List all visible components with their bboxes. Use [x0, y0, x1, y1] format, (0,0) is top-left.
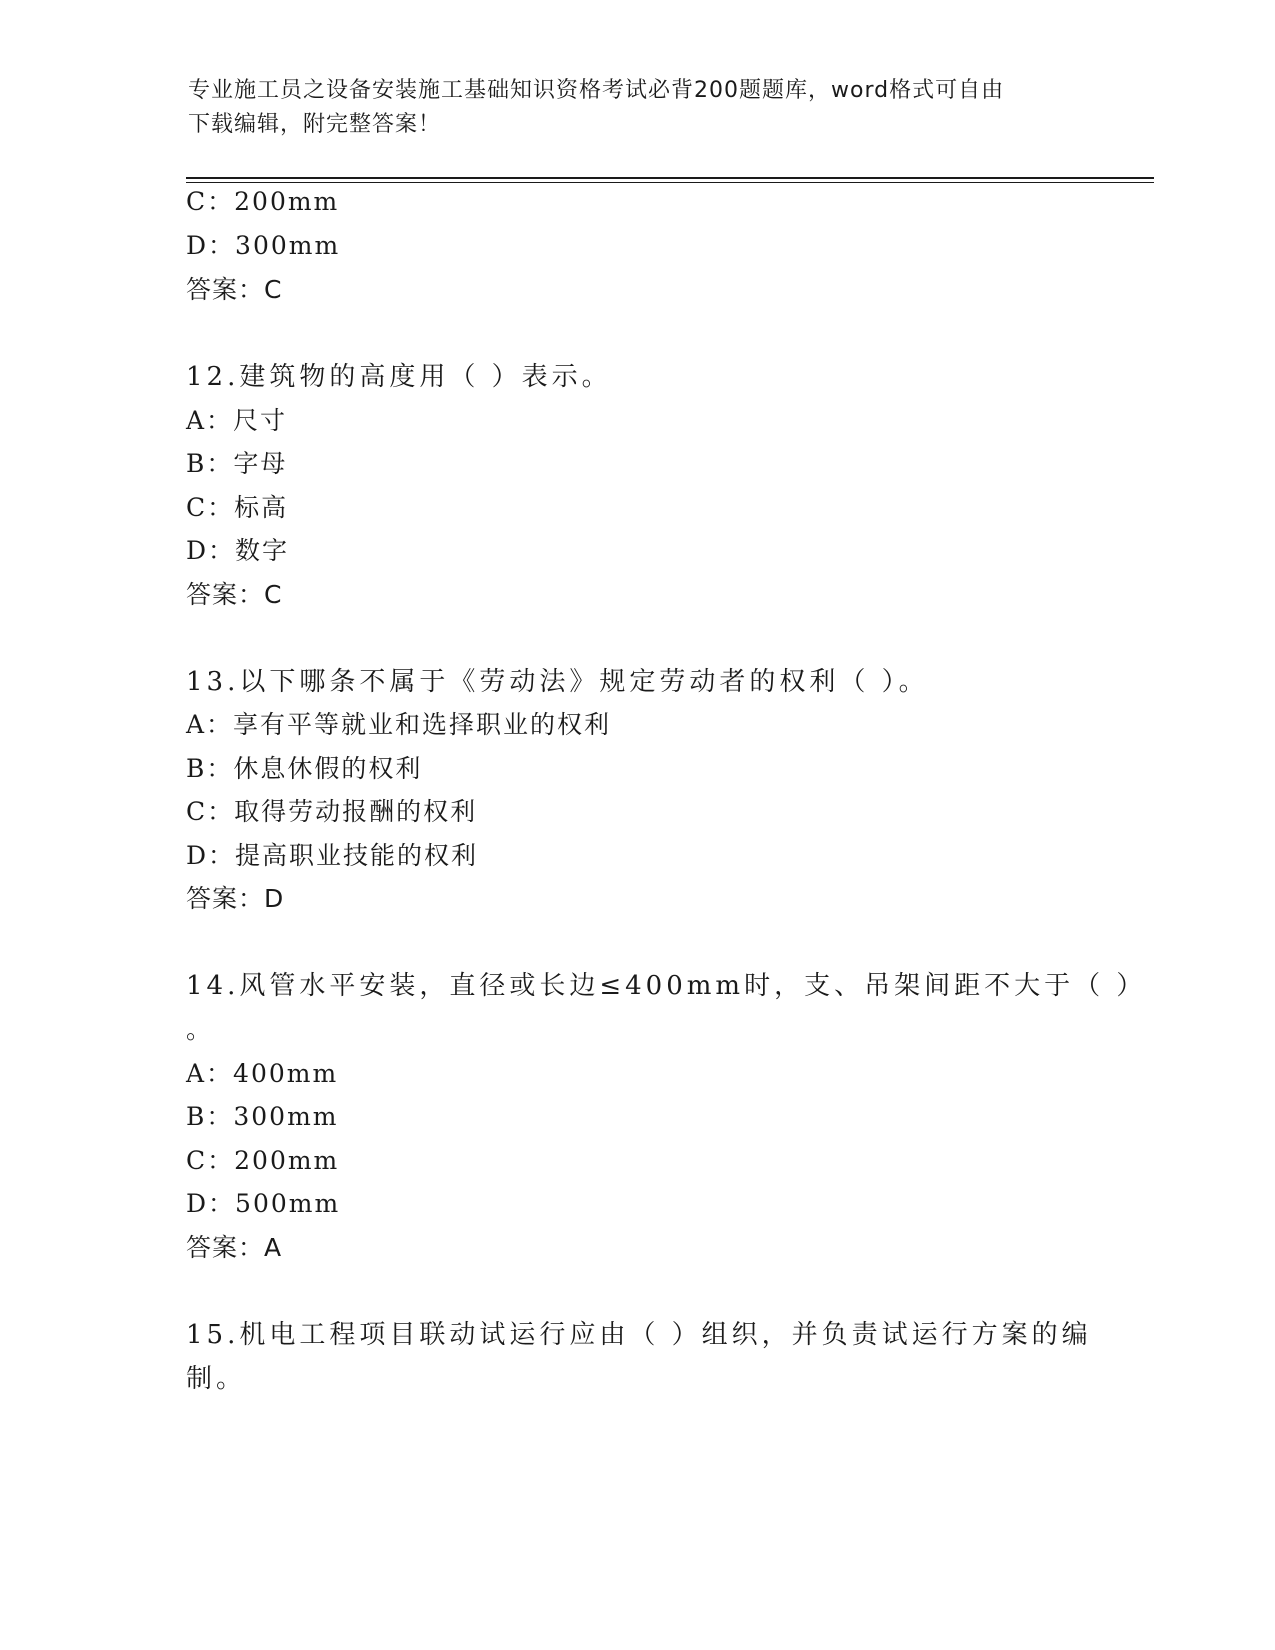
q15-stem-line-1: 15.机电工程项目联动试运行应由（ ）组织，并负责试运行方案的编: [186, 1320, 1092, 1350]
q12-option-d: D：数字: [186, 536, 290, 565]
q14-option-d: D：500mm: [186, 1189, 341, 1218]
q14-option-b: B：300mm: [186, 1102, 339, 1131]
q13-option-a: A：享有平等就业和选择职业的权利: [186, 710, 612, 739]
q13-option-c: C：取得劳动报酬的权利: [186, 797, 478, 826]
q12-stem: 12.建筑物的高度用（ ）表示。: [186, 362, 612, 392]
q13-stem: 13.以下哪条不属于《劳动法》规定劳动者的权利（ ）。: [186, 667, 929, 697]
q15-stem-line-2: 制。: [186, 1364, 247, 1394]
q13-option-b: B：休息休假的权利: [186, 754, 423, 783]
q12-option-c: C：标高: [186, 493, 289, 522]
header-divider-thick: [186, 177, 1154, 179]
q12-answer: 答案：C: [186, 580, 283, 609]
q12-option-b: B：字母: [186, 449, 288, 478]
q11-option-c: C：200mm: [186, 187, 340, 216]
q11-option-d: D：300mm: [186, 231, 341, 260]
q13-answer: 答案：D: [186, 884, 285, 913]
q13-option-d: D：提高职业技能的权利: [186, 841, 479, 870]
q11-answer: 答案：C: [186, 275, 283, 304]
q12-option-a: A：尺寸: [186, 406, 288, 435]
q14-option-a: A：400mm: [186, 1059, 339, 1088]
header-title-line-2: 下载编辑，附完整答案！: [188, 112, 442, 137]
header-divider-thin: [186, 182, 1154, 183]
q14-answer: 答案：A: [186, 1233, 283, 1262]
q14-stem-line-2: 。: [186, 1015, 214, 1044]
header-title-line-1: 专业施工员之设备安装施工基础知识资格考试必背200题题库，word格式可自由: [188, 78, 1005, 103]
q14-stem-line-1: 14.风管水平安装，直径或长边≤400mm时，支、吊架间距不大于（ ）: [186, 971, 1147, 1001]
q14-option-c: C：200mm: [186, 1146, 340, 1175]
document-header: [188, 74, 1068, 142]
